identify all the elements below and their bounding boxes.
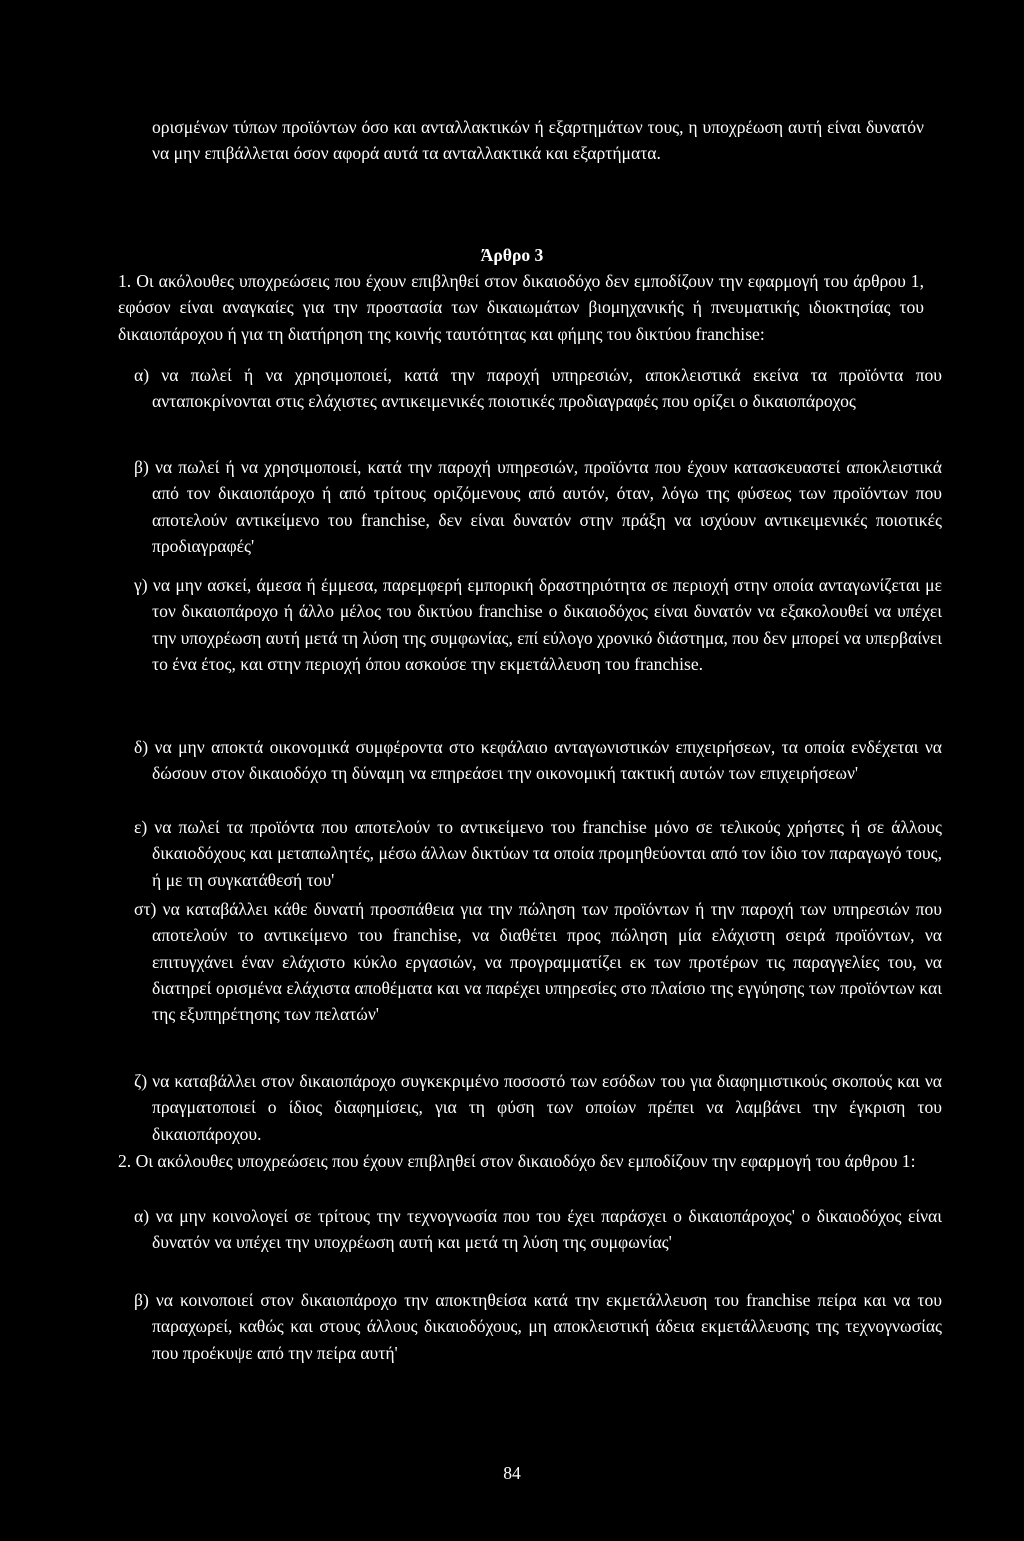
section-1-paragraph: 1. Οι ακόλουθες υποχρεώσεις που έχουν επιβληθεί στον δικαιοδόχο δεν εμποδίζουν την εφαρμογή του άρθρου 1, εφόσον είναι αναγκαίες για την προστασία των δικαιωμάτων βιομηχανικής ή πνευματικής ιδιοκτησίας του δικαιοπάροχου ή για τη διατήρηση της κοινής ταυτότητας και φήμης του δικτύου franchise: xyxy=(118,271,924,344)
section-2-item-a: α) να μην κοινολογεί σε τρίτους την τεχνογνωσία που του έχει παράσχει ο δικαιοπάροχος' ο δικαιοδόχος είναι δυνατόν να υπέχει την υποχρέωση αυτή και μετά τη λύση της συμφωνίας' xyxy=(134,1206,942,1253)
section-1-item-e: ε) να πωλεί τα προϊόντα που αποτελούν το αντικείμενο του franchise μόνο σε τελικούς χρήστες ή σε άλλους δικαιοδόχους και μεταπωλητές, μέσω άλλων δικτύων τα οποία προμηθεύονται από τον ίδιο τον παραγωγό τους, ή με τη συγκατάθεσή του' xyxy=(134,817,942,890)
section-1-item-c: γ) να μην ασκεί, άμεσα ή έμμεσα, παρεμφερή εμπορική δραστηριότητα σε περιοχή στην οποία ανταγωνίζεται με τον δικαιοπάροχο ή άλλο μέλος του δικτύου franchise ο δικαιοδόχος είναι δυνατόν να εξακολουθεί να υπέχει την υποχρέωση αυτή μετά τη λύση της συμφωνίας, επί εύλογο χρονικό διάστημα, που δεν μπορεί να υπερβαίνει το ένα έτος, και στην περιοχή όπου ασκούσε την εκμετάλλευση του franchise. xyxy=(134,575,942,674)
section-1-item-a: α) να πωλεί ή να χρησιμοποιεί, κατά την παροχή υπηρεσιών, αποκλειστικά εκείνα τα προϊόντα που ανταποκρίνονται στις ελάχιστες αντικειμενικές ποιοτικές προδιαγραφές που ορίζει ο δικαιοπάροχος xyxy=(134,365,942,412)
section-1-item-b: β) να πωλεί ή να χρησιμοποιεί, κατά την παροχή υπηρεσιών, προϊόντα που έχουν κατασκευαστεί αποκλειστικά από τον δικαιοπάροχο ή από τρίτους οριζόμενους από αυτόν, όταν, λόγω της φύσεως των προϊόντων που αποτελούν αντικείμενο του franchise, δεν είναι δυνατόν στην πράξη να ισχύουν αντικειμενικές ποιοτικές προδιαγραφές' xyxy=(134,457,942,556)
intro-paragraph: ορισμένων τύπων προϊόντων όσο και ανταλλακτικών ή εξαρτημάτων τους, η υποχρέωση αυτή είναι δυνατόν να μην επιβάλλεται όσον αφορά αυτά τα ανταλλακτικά και εξαρτήματα. xyxy=(152,117,924,164)
section-1-item-d: δ) να μην αποκτά οικονομικά συμφέροντα στο κεφάλαιο ανταγωνιστικών επιχειρήσεων, τα οποία ενδέχεται να δώσουν στον δικαιοδόχο τη δύναμη να επηρεάσει την οικονομική τακτική αυτών των επιχειρήσεων' xyxy=(134,737,942,784)
article-heading: Άρθρο 3 xyxy=(480,245,544,265)
section-1-item-g: ζ) να καταβάλλει στον δικαιοπάροχο συγκεκριμένο ποσοστό των εσόδων του για διαφημιστικούς σκοπούς και να πραγματοποιεί ο ίδιος διαφημίσεις, για τη φύση των οποίων πρέπει να λαμβάνει την έγκριση του δικαιοπάροχου. xyxy=(134,1071,942,1144)
page-number: 84 xyxy=(503,1463,521,1483)
section-2-paragraph: 2. Οι ακόλουθες υποχρεώσεις που έχουν επιβληθεί στον δικαιοδόχο δεν εμποδίζουν την εφαρμογή του άρθρου 1: xyxy=(118,1151,916,1171)
section-1-item-f: στ) να καταβάλλει κάθε δυνατή προσπάθεια για την πώληση των προϊόντων ή την παροχή των υπηρεσιών που αποτελούν το αντικείμενο του franchise, να διαθέτει προς πώληση μία ελάχιστη σειρά προϊόντων, να επιτυγχάνει έναν ελάχιστο κύκλο εργασιών, να προγραμματίζει εκ των προτέρων τις παραγγελίες του, να διατηρεί ορισμένα ελάχιστα αποθέματα και να παρέχει υπηρεσίες στο πλαίσιο της εγγύησης των προϊόντων και της εξυπηρέτησης των πελατών' xyxy=(134,899,942,1025)
section-2-item-b: β) να κοινοποιεί στον δικαιοπάροχο την αποκτηθείσα κατά την εκμετάλλευση του franchise πείρα και να του παραχωρεί, καθώς και στους άλλους δικαιοδόχους, μη αποκλειστική άδεια εκμετάλλευσης της τεχνογνωσίας που προέκυψε από την πείρα αυτή' xyxy=(134,1290,942,1363)
